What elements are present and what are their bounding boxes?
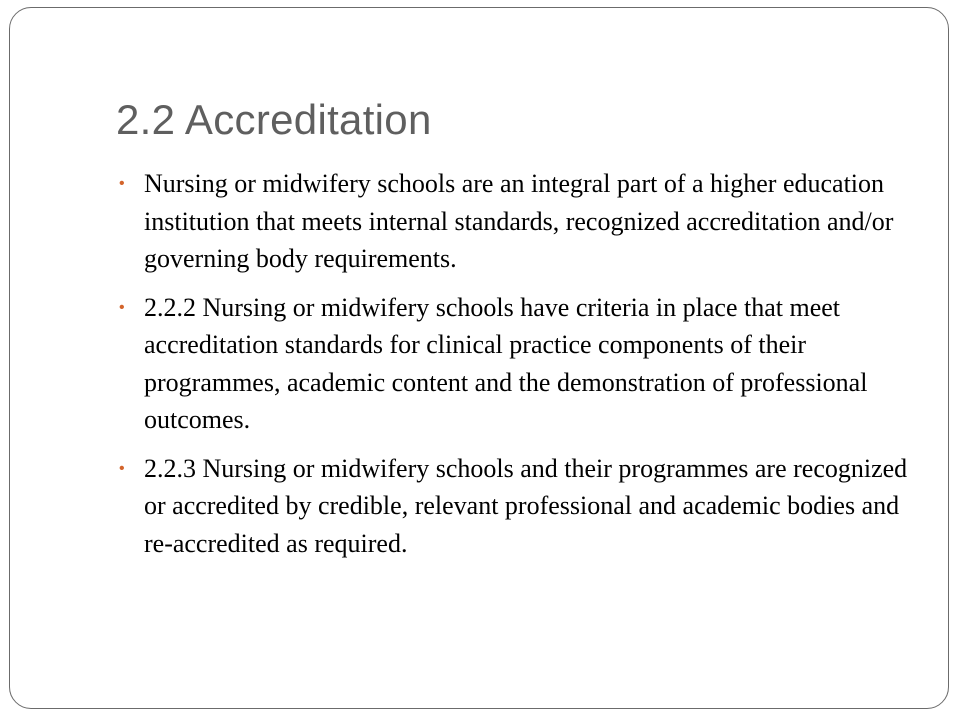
bullet-dot-icon: •	[119, 298, 125, 316]
slide-title: 2.2 Accreditation	[116, 96, 432, 143]
bullet-item	[118, 165, 933, 278]
bullet-item	[118, 450, 933, 563]
slide-frame	[9, 7, 949, 709]
bullet-list	[118, 165, 933, 573]
bullet-dot-icon: •	[119, 175, 125, 192]
bullet-dot-icon: •	[119, 459, 125, 477]
bullet-text: 2.2.2 Nursing or midwifery schools have criteria in place that meet accreditation standards for clinical practice components of their programmes, academic content and the demonstration of professional outcomes.	[144, 292, 868, 434]
bullet-text: Nursing or midwifery schools are an integral part of a higher education institution that meets internal standards, recognized accreditation and/or governing body requirements.	[144, 169, 894, 273]
bullet-text: 2.2.3 Nursing or midwifery schools and their programmes are recognized or accredited by credible, relevant professional and academic bodies and re-accredited as required.	[144, 453, 908, 558]
bullet-item	[118, 289, 933, 439]
